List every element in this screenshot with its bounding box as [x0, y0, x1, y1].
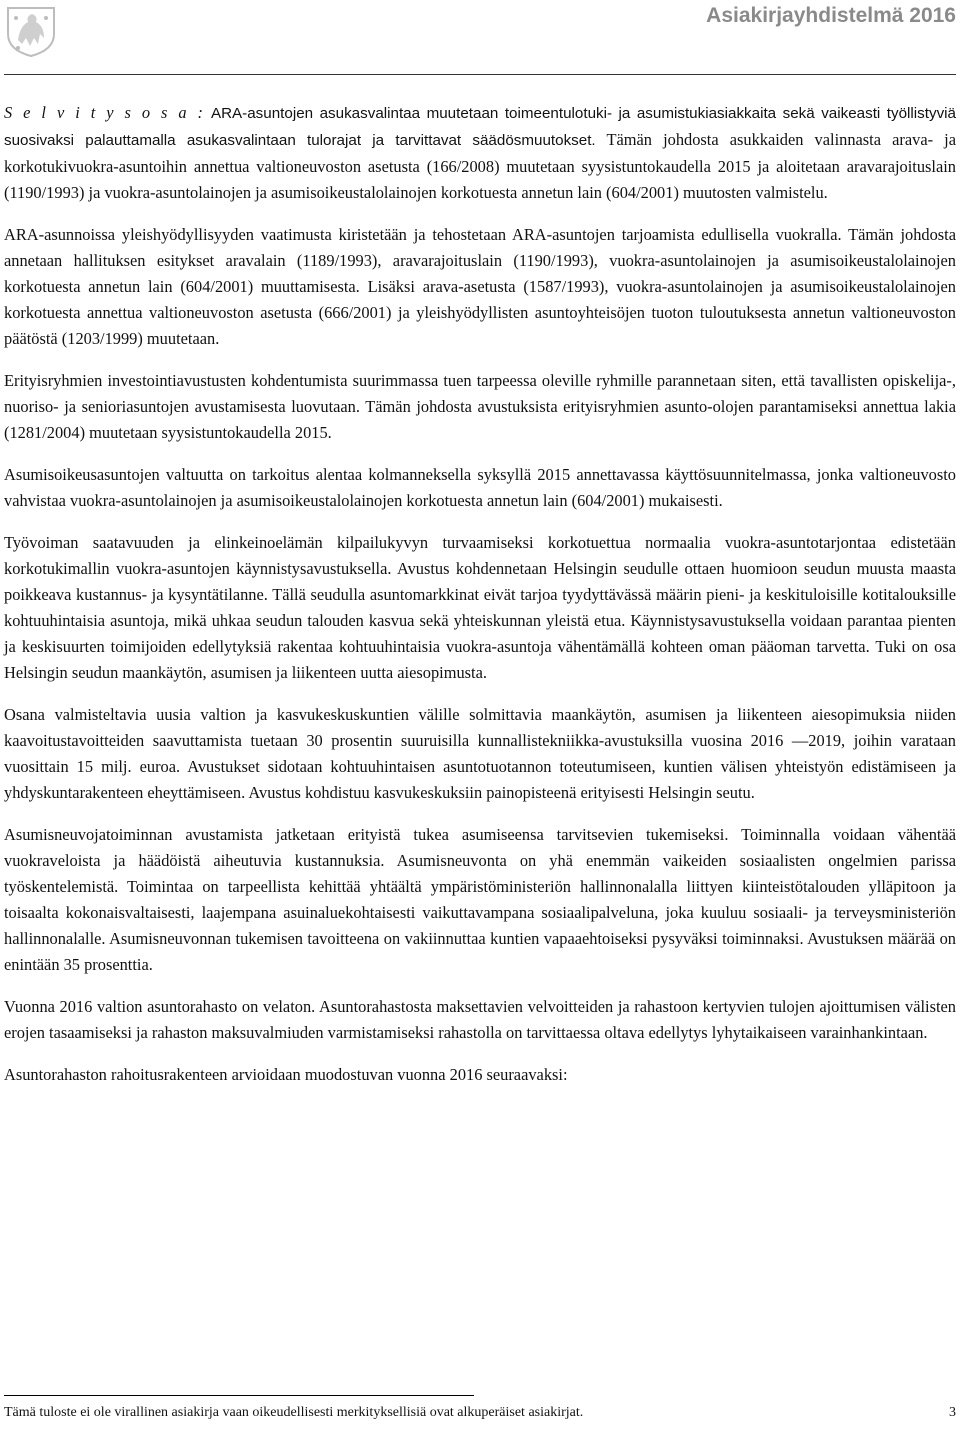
paragraph-8: Vuonna 2016 valtion asuntorahasto on velaton. Asuntorahastosta maksettavien velvoitteiden ja rahastoon kertyvien tulojen ajoittumisen välisten erojen tasaamiseksi ja rahaston maksuvalmiuden varmistamiseksi rahastolla on tarvittaessa oltava edellytys lyhytaikaiseen varainhankintaan. — [4, 997, 956, 1042]
paragraph-2: ARA-asunnoissa yleishyödyllisyyden vaatimusta kiristetään ja tehostetaan ARA-asuntojen tarjoamista edullisella vuokralla. Tämän johdosta annetaan hallituksen esitykset aravalain (1189/1993), aravarajoituslain (1190/1993), vuokra-asuntolainojen ja asumisoikeustalolainojen korkotuesta annetun lain (604/2001) muuttamisesta. Lisäksi arava-asetusta (1587/1993), vuokra-asuntolainojen ja asumisoikeustalolainojen korkotuesta annettua valtioneuvoston asetusta (666/2001) ja yleishyödyllisten asuntoyhteisöjen tuoton tuloutuksesta annetun valtioneuvoston päätöstä (1203/1999) muutetaan. — [4, 225, 956, 348]
paragraph-1-rest: Tämän johdosta asukkaiden valinnasta arava- ja korkotukivuokra-asuntoihin annettua valtioneuvoston asetusta (166/2008) muutetaan syysistuntokaudella 2015 ja aloitetaan aravarajoituslain (1190/1993) ja vuokra-asuntolainojen ja asumisoikeustalolainojen korkotuesta annetun lain (604/2001) muutosten valmistelu. — [4, 130, 956, 202]
paragraph-1-lead: ARA-asuntojen asukasvalintaa muutetaan toimeentulotuki- ja asumistukiasiakkaita sekä vaikeasti työllistyviä suosivaksi palauttamalla asukasvalintaan tulorajat ja tarvittavat säädösmuutokset. — [4, 105, 956, 149]
paragraph-7: Asumisneuvojatoiminnan avustamista jatketaan erityistä tukea asumiseensa tarvitsevien tukemiseksi. Toiminnalla voidaan vähentää vuokraveloista ja häädöistä aiheutuvia kustannuksia. Asumisneuvonta on yhä enemmän vaikeiden sosiaalisten ongelmien parissa työskentelemistä. Toimintaa on tarpeellista kehittää yhtäältä ympäristöministeriön hallinnonalalla liittyen kiinteistötalouden ylläpitoon ja toisaalta kokonaisvaltaisesti, laajempana asuinaluekohtaisesti vaikuttavampana sosiaalipalveluna, joka kuuluu sosiaali- ja terveysministeriön hallinnonalalle. Asumisneuvonnan tukemisen tavoitteena on vakiinnuttaa kuntien vapaaehtoiseksi pysyväksi toiminnaksi. Avustuksen määrää on enintään 35 prosenttia. — [4, 825, 956, 974]
document-title: Asiakirjayhdistelmä 2016 — [706, 4, 956, 27]
document-body — [4, 100, 956, 1104]
footer-disclaimer: Tämä tuloste ei ole virallinen asiakirja vaan oikeudellisesti merkityksellisiä ovat alkuperäiset asiakirjat. — [4, 1405, 584, 1420]
paragraph-4: Asumisoikeusasuntojen valtuutta on tarkoitus alentaa kolmanneksella syksyllä 2015 annettavassa käyttösuunnitelmassa, jonka valtioneuvosto vahvistaa vuokra-asuntolainojen ja asumisoikeustalolainojen korkotuesta annetun lain (604/2001) mukaisesti. — [4, 465, 956, 510]
page-number: 3 — [949, 1405, 956, 1420]
coat-of-arms-icon — [4, 4, 58, 58]
paragraph-5: Työvoiman saatavuuden ja elinkeinoelämän kilpailukyvyn turvaamiseksi korkotuettua normaalia vuokra-asuntotarjontaa edistetään korkotukimallin vuokra-asuntojen käynnistysavustuksella. Avustus kohdennetaan Helsingin seudulle ottaen huomioon seudun muusta maasta poikkeava kustannus- ja kysyntätilanne. Tällä seudulla asuntomarkkinat eivät tarjoa tyydyttävässä määrin pieni- ja keskituloisille kotitalouksille kohtuuhintaisia asuntoja, mikä uhkaa seudun talouden kasvua sekä yhteiskunnan yleistä etua. Käynnistysavustuksella voidaan parantaa pienten ja keskisuurten toimijoiden edellytyksiä rakentaa kohtuuhintaisia vuokra-asuntoja vähentämällä kohteen oman pääoman tarvetta. Tuki on osa Helsingin seudun maankäytön, asumisen ja liikenteen uutta aiesopimusta. — [4, 533, 956, 682]
footer-divider — [4, 1395, 474, 1396]
section-label: S e l v i t y s o s a : — [4, 103, 206, 122]
paragraph-9: Asuntorahaston rahoitusrakenteen arvioidaan muodostuvan vuonna 2016 seuraavaksi: — [4, 1065, 568, 1084]
header-divider — [4, 74, 956, 75]
paragraph-6: Osana valmisteltavia uusia valtion ja kasvukeskuskuntien välille solmittavia maankäytön, asumisen ja liikenteen aiesopimuksia niiden kaavoitustavoitteiden saavuttamista tuetaan 30 prosentin suuruisilla kunnallistekniikka-avustuksilla vuosina 2016 —2019, joihin varataan vuosittain 15 milj. euroa. Avustukset sidotaan kohtuuhintaisen asuntotuotannon toteutumiseen, kuntien välisen yhteistyön edistämiseen ja yhdyskuntarakenteen eheyttämiseen. Avustus kohdistuu kasvukeskuksiin painopisteenä erityisesti Helsingin seutu. — [4, 705, 956, 802]
paragraph-1 — [4, 100, 956, 206]
paragraph-3: Erityisryhmien investointiavustusten kohdentumista suurimmassa tuen tarpeessa oleville ryhmille parannetaan siten, että tavallisten opiskelija-, nuoriso- ja senioriasuntojen avustamisesta luovutaan. Tämän johdosta avustuksista erityisryhmien asunto-olojen parantamiseksi annettua lakia (1281/2004) muutetaan syysistuntokaudella 2015. — [4, 371, 956, 442]
